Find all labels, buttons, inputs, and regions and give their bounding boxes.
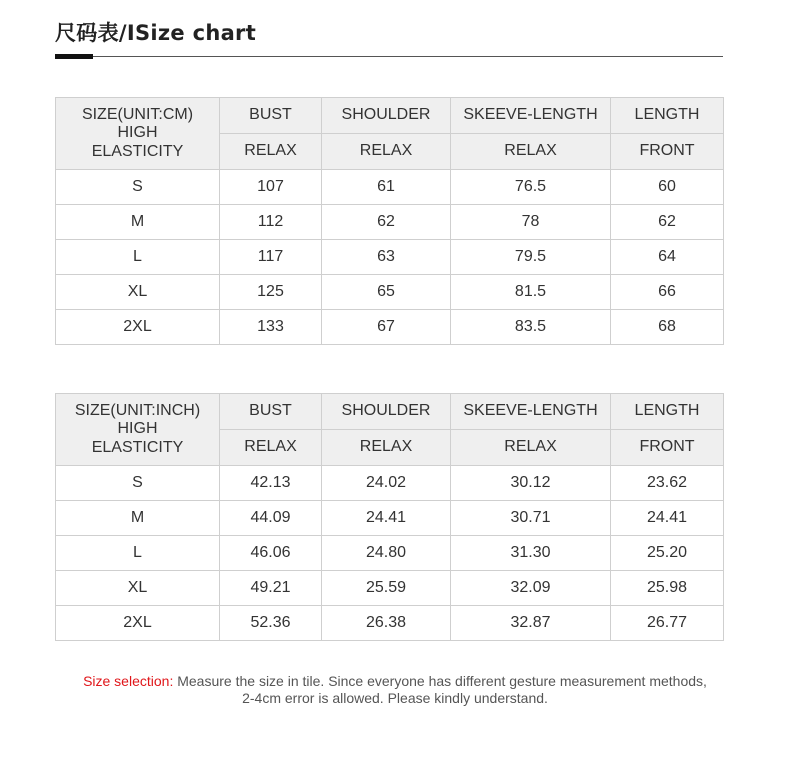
note-line-2: 2-4cm error is allowed. Please kindly understand. <box>242 690 548 706</box>
value-cell: 62 <box>611 205 724 240</box>
column-subheader: RELAX <box>322 430 451 466</box>
value-cell: 31.30 <box>451 536 611 571</box>
size-table-inch <box>55 393 724 641</box>
size-header-line: SIZE(UNIT:INCH) <box>74 401 201 419</box>
table-row <box>56 536 724 571</box>
value-cell: 107 <box>220 170 322 205</box>
value-cell: 125 <box>220 275 322 310</box>
value-cell: 25.98 <box>611 571 724 606</box>
column-header-length: LENGTH <box>611 98 724 134</box>
size-header-cell <box>56 394 220 466</box>
size-table-cm <box>55 97 724 345</box>
value-cell: 65 <box>322 275 451 310</box>
value-cell: 61 <box>322 170 451 205</box>
size-selection-note <box>55 673 735 707</box>
column-subheader: FRONT <box>611 430 724 466</box>
value-cell: 30.71 <box>451 501 611 536</box>
value-cell: 24.80 <box>322 536 451 571</box>
size-cell: L <box>56 240 220 275</box>
size-cell: 2XL <box>56 606 220 641</box>
value-cell: 68 <box>611 310 724 345</box>
value-cell: 117 <box>220 240 322 275</box>
size-header-line: HIGH <box>117 124 158 142</box>
column-subheader: RELAX <box>322 134 451 170</box>
table-row <box>56 205 724 240</box>
size-cell: S <box>56 466 220 501</box>
value-cell: 32.09 <box>451 571 611 606</box>
column-subheader: FRONT <box>611 134 724 170</box>
value-cell: 24.41 <box>322 501 451 536</box>
value-cell: 23.62 <box>611 466 724 501</box>
size-cell: S <box>56 170 220 205</box>
value-cell: 83.5 <box>451 310 611 345</box>
size-header-line: ELASTICITY <box>91 438 184 456</box>
table-header-row <box>56 98 724 134</box>
column-header-sleeve-length: SKEEVE-LENGTH <box>451 98 611 134</box>
size-header-line: SIZE(UNIT:CM) <box>81 105 194 123</box>
title-divider <box>55 56 723 57</box>
value-cell: 32.87 <box>451 606 611 641</box>
value-cell: 42.13 <box>220 466 322 501</box>
value-cell: 81.5 <box>451 275 611 310</box>
value-cell: 79.5 <box>451 240 611 275</box>
note-text-1: Measure the size in tile. Since everyone has different gesture measurement methods, <box>173 673 707 689</box>
value-cell: 30.12 <box>451 466 611 501</box>
value-cell: 49.21 <box>220 571 322 606</box>
value-cell: 66 <box>611 275 724 310</box>
column-subheader: RELAX <box>451 430 611 466</box>
table-row <box>56 571 724 606</box>
value-cell: 112 <box>220 205 322 240</box>
table-row <box>56 240 724 275</box>
page-title: 尺码表/ISize chart <box>55 21 257 45</box>
table-header-row <box>56 394 724 430</box>
value-cell: 24.02 <box>322 466 451 501</box>
column-subheader: RELAX <box>220 134 322 170</box>
value-cell: 24.41 <box>611 501 724 536</box>
table-row <box>56 170 724 205</box>
value-cell: 67 <box>322 310 451 345</box>
column-subheader: RELAX <box>451 134 611 170</box>
size-header-cell <box>56 98 220 170</box>
size-cell: XL <box>56 275 220 310</box>
value-cell: 63 <box>322 240 451 275</box>
column-header-shoulder: SHOULDER <box>322 394 451 430</box>
table-row <box>56 275 724 310</box>
table-row <box>56 310 724 345</box>
value-cell: 62 <box>322 205 451 240</box>
value-cell: 26.77 <box>611 606 724 641</box>
table-row <box>56 606 724 641</box>
size-cell: L <box>56 536 220 571</box>
column-header-sleeve-length: SKEEVE-LENGTH <box>451 394 611 430</box>
value-cell: 64 <box>611 240 724 275</box>
size-header-line: ELASTICITY <box>91 142 184 160</box>
value-cell: 133 <box>220 310 322 345</box>
value-cell: 78 <box>451 205 611 240</box>
column-header-length: LENGTH <box>611 394 724 430</box>
note-line-1 <box>55 673 735 690</box>
column-subheader: RELAX <box>220 430 322 466</box>
size-cell: M <box>56 205 220 240</box>
column-header-bust: BUST <box>220 98 322 134</box>
size-cell: XL <box>56 571 220 606</box>
size-header-line: HIGH <box>117 420 158 438</box>
note-label: Size selection: <box>83 673 174 689</box>
size-cell: 2XL <box>56 310 220 345</box>
size-cell: M <box>56 501 220 536</box>
value-cell: 25.20 <box>611 536 724 571</box>
table-row <box>56 466 724 501</box>
value-cell: 46.06 <box>220 536 322 571</box>
column-header-bust: BUST <box>220 394 322 430</box>
column-header-shoulder: SHOULDER <box>322 98 451 134</box>
value-cell: 60 <box>611 170 724 205</box>
table-row <box>56 501 724 536</box>
title-accent-bar <box>55 54 93 59</box>
value-cell: 25.59 <box>322 571 451 606</box>
value-cell: 26.38 <box>322 606 451 641</box>
value-cell: 44.09 <box>220 501 322 536</box>
value-cell: 52.36 <box>220 606 322 641</box>
value-cell: 76.5 <box>451 170 611 205</box>
